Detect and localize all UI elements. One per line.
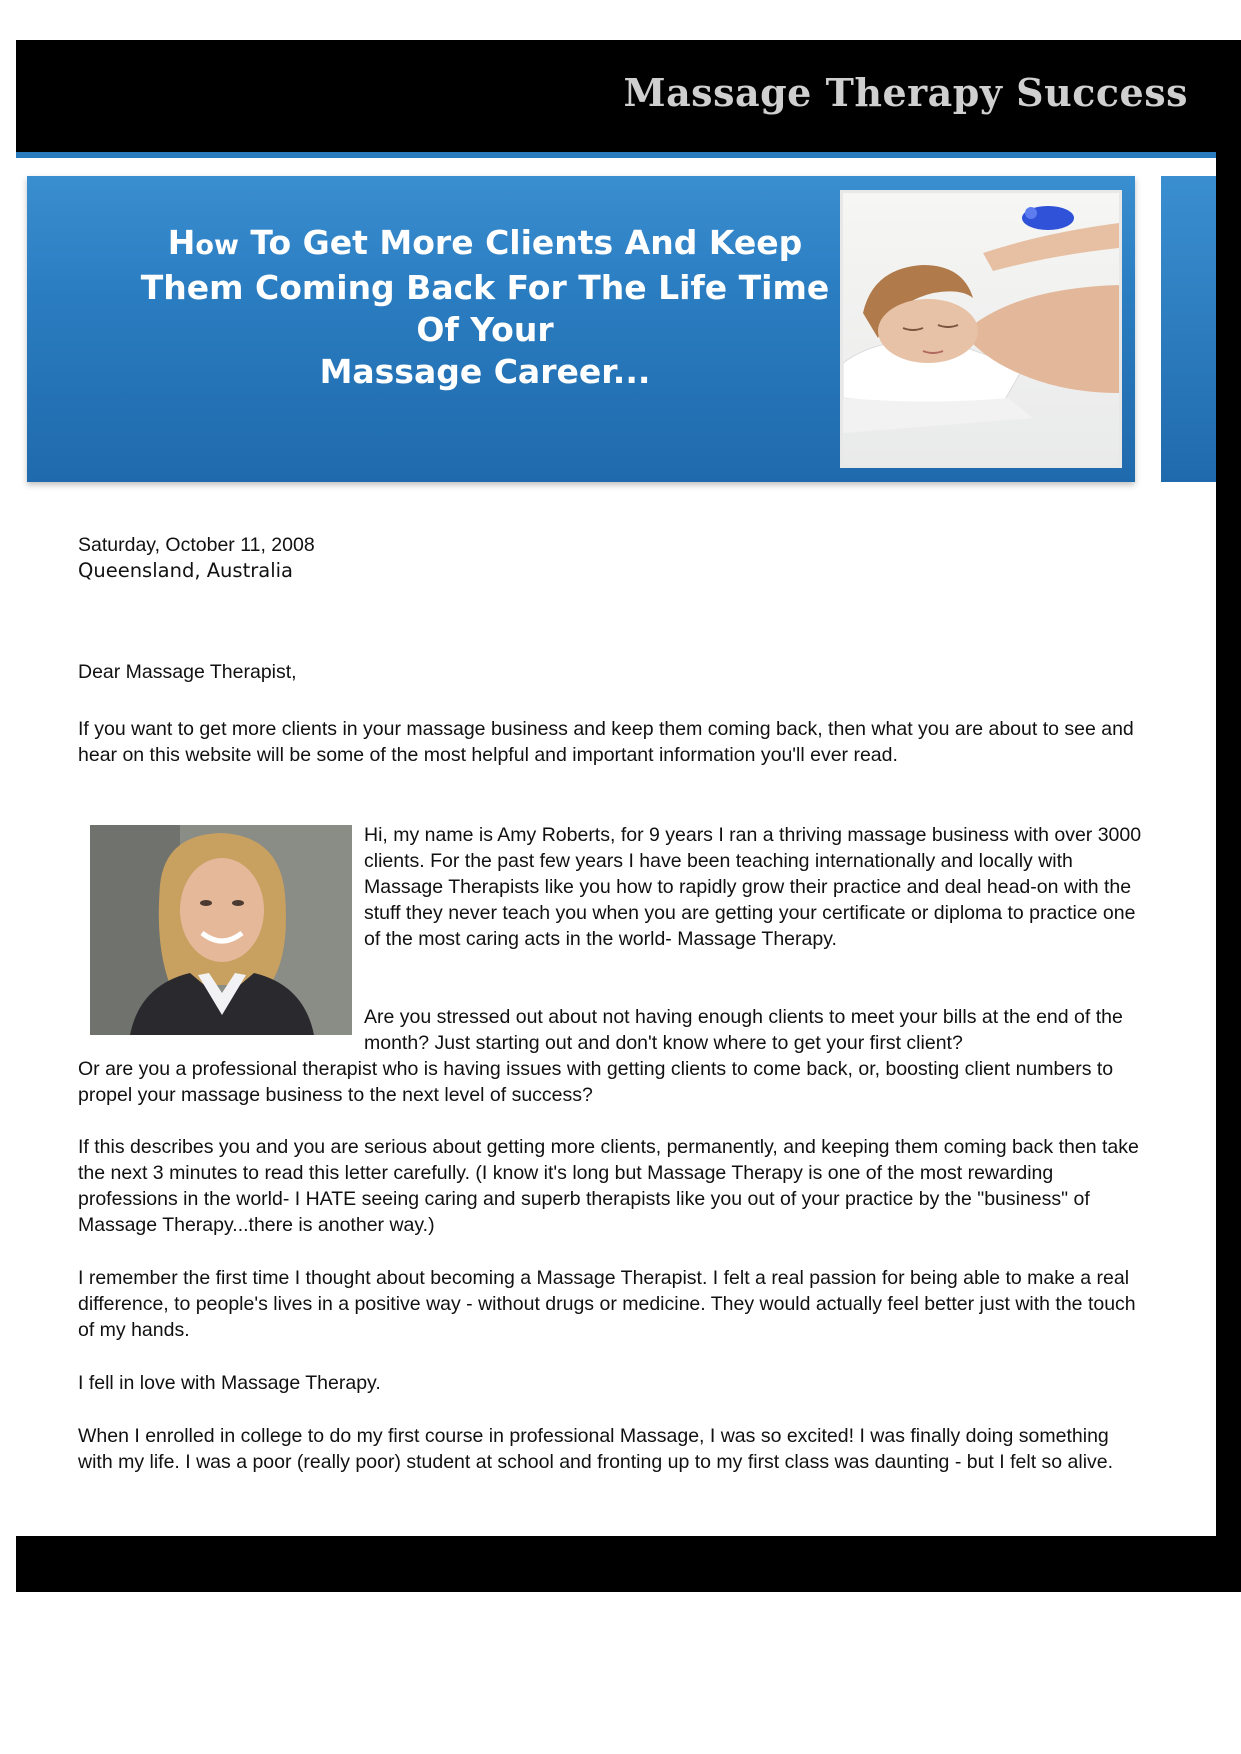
massage-photo-icon xyxy=(840,190,1122,468)
intro-paragraph: If you want to get more clients in your massage business and keep them coming back, then what you are about to see and hear on this website will be some of the most helpful and important information you'll ever read. xyxy=(78,718,1134,766)
salutation: Dear Massage Therapist, xyxy=(78,661,297,683)
banner-headline xyxy=(0,222,970,393)
remember-paragraph: I remember the first time I thought about becoming a Massage Therapist. I felt a real passion for being able to make a real difference, to people's lives in a positive way - without drugs or medicine. They would actually feel better just with the touch of my hands. xyxy=(78,1267,1136,1341)
banner-edge xyxy=(1161,176,1216,482)
letter-date: Saturday, October 11, 2008 xyxy=(78,534,315,556)
bio-paragraph-1: Hi, my name is Amy Roberts, for 9 years I ran a thriving massage business with over 3000 clients. For the past few years I have been teaching internationally and locally with Massage Therapists like you how to rapidly grow their practice and deal head-on with the stuff they never teach you when you are getting your certificate or diploma to practice one of the most caring acts in the world- Massage Therapy. xyxy=(364,824,1142,950)
bio-paragraph-2a: Are you stressed out about not having enough clients to meet your bills at the end of the month? Just starting out and don't know where to get your first client? xyxy=(364,1006,1123,1054)
headline-line-4: Massage Career... xyxy=(319,352,651,391)
bio-paragraph-2b: Or are you a professional therapist who is having issues with getting clients to come back, or, boosting client numbers to propel your massage business to the next level of success? xyxy=(78,1058,1114,1106)
site-title: Massage Therapy Success xyxy=(623,70,1188,115)
author-portrait-icon xyxy=(90,825,352,1035)
college-paragraph: When I enrolled in college to do my first course in professional Massage, I was so excited! I was finally doing something with my life. I was a poor (really poor) student at school and fronting up to my first class was daunting - but I felt so alive. xyxy=(78,1425,1114,1473)
serious-paragraph: If this describes you and you are serious about getting more clients, permanently, and keeping them coming back then take the next 3 minutes to read this letter carefully. (I know it's long but Massage Therapy is one of the most rewarding professions in the world- I HATE seeing caring and superb therapists like you out of your practice by the "business" of Massage Therapy...there is another way.) xyxy=(78,1136,1139,1236)
letter-location: Queensland, Australia xyxy=(78,559,293,582)
headline-line-2: Them Coming Back For The Life Time xyxy=(140,268,830,307)
headline-line-3: Of Your xyxy=(416,310,554,349)
headline-line-1: How To Get More Clients And Keep xyxy=(167,223,803,262)
footer-bar xyxy=(16,1536,1241,1592)
header-bar xyxy=(16,40,1216,152)
right-edge-strip xyxy=(1216,40,1241,1592)
love-paragraph: I fell in love with Massage Therapy. xyxy=(78,1372,381,1394)
